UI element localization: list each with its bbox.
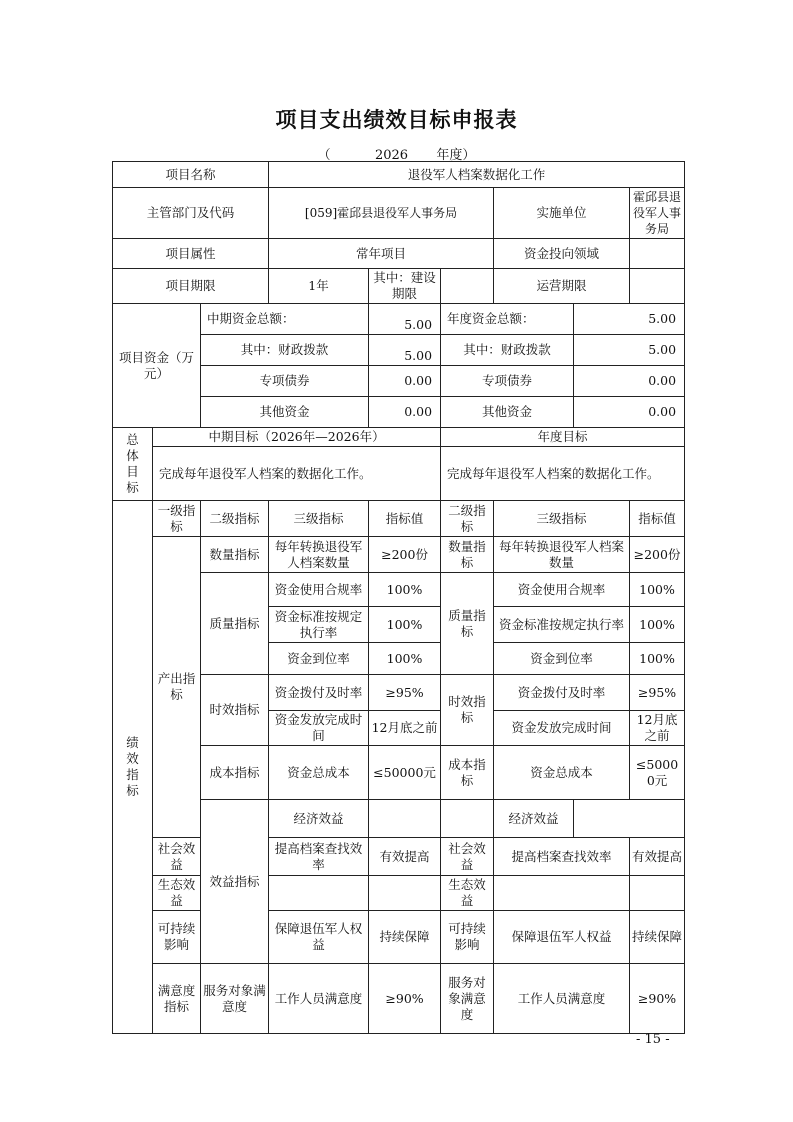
q3-l3: 资金到位率 (269, 643, 369, 675)
social-value-r: 有效提高 (630, 838, 685, 876)
t2-value-r: 12月底之前 (630, 711, 685, 746)
page-title: 项目支出绩效目标申报表 (275, 107, 518, 132)
t2-l3: 资金发放完成时间 (269, 711, 369, 746)
row-fund-total (113, 304, 685, 335)
cost-label: 成本指标 (201, 746, 269, 800)
mid-fiscal-value: 5.00 (369, 335, 441, 366)
social-l3: 提高档案查找效率 (269, 838, 369, 876)
eco-label: 生态效益 (153, 876, 201, 911)
year-other-label: 其他资金 (441, 397, 574, 428)
attr-value: 常年项目 (269, 239, 494, 269)
row-qty (113, 537, 685, 573)
op-period-label: 运营期限 (494, 269, 630, 304)
cost-value: ≤50000元 (369, 746, 441, 800)
sat-value-r: ≥90% (630, 964, 685, 1034)
perf-label: 绩效指标 (113, 501, 153, 1034)
mid-goal-header: 中期目标（2026年—2026年） (153, 428, 441, 447)
sustain-l3-r: 保障退伍军人权益 (494, 911, 630, 964)
q2-value-r: 100% (630, 607, 685, 643)
performance-table (112, 161, 685, 1034)
cost-l3-r: 资金总成本 (494, 746, 630, 800)
impl-unit-value: 霍邱县退役军人事务局 (630, 188, 685, 239)
h-value: 指标值 (369, 501, 441, 537)
q3-value: 100% (369, 643, 441, 675)
qty-value-r: ≥200份 (630, 537, 685, 573)
year-open: （ (317, 148, 331, 163)
sat-l2: 服务对象满意度 (201, 964, 269, 1034)
time-label-r: 时效指标 (441, 675, 494, 746)
funds-label: 项目资金（万元） (113, 304, 201, 428)
year-fiscal-label: 其中：财政拨款 (441, 335, 574, 366)
sustain-value-r: 持续保障 (630, 911, 685, 964)
year-other-value: 0.00 (574, 397, 685, 428)
q1-value: 100% (369, 573, 441, 607)
t1-value-r: ≥95% (630, 675, 685, 711)
row-perf-header (113, 501, 685, 537)
attr-label: 项目属性 (113, 239, 269, 269)
row-attr (113, 239, 685, 269)
year-total-value: 5.00 (574, 304, 685, 335)
cost-l3: 资金总成本 (269, 746, 369, 800)
t2-value: 12月底之前 (369, 711, 441, 746)
build-period-value (441, 269, 494, 304)
row-sat (113, 964, 685, 1034)
sustain-label-r: 可持续影响 (441, 911, 494, 964)
q3-l3-r: 资金到位率 (494, 643, 630, 675)
cost-label-r: 成本指标 (441, 746, 494, 800)
sat-l3: 工作人员满意度 (269, 964, 369, 1034)
h-level1: 一级指标 (153, 501, 201, 537)
qty-l3-r: 每年转换退役军人档案数量 (494, 537, 630, 573)
period-label: 项目期限 (113, 269, 269, 304)
t1-l3-r: 资金拨付及时率 (494, 675, 630, 711)
qty-label-r: 数量指标 (441, 537, 494, 573)
qty-label: 数量指标 (201, 537, 269, 573)
social-l3-r: 提高档案查找效率 (494, 838, 630, 876)
q2-l3-r: 资金标准按规定执行率 (494, 607, 630, 643)
econ-label: 经济效益 (269, 800, 369, 838)
mid-goal-text: 完成每年退役军人档案的数据化工作。 (153, 447, 441, 501)
qty-l3: 每年转换退役军人档案数量 (269, 537, 369, 573)
year-bond-label: 专项债券 (441, 366, 574, 397)
overall-goal-label: 总体目标 (113, 428, 153, 501)
sat-l3-r: 工作人员满意度 (494, 964, 630, 1034)
h-level2: 二级指标 (201, 501, 269, 537)
row-name (113, 162, 685, 188)
project-name-value: 退役军人档案数据化工作 (269, 162, 685, 188)
impl-unit-label: 实施单位 (494, 188, 630, 239)
field-label: 资金投向领域 (494, 239, 630, 269)
q3-value-r: 100% (630, 643, 685, 675)
qty-value: ≥200份 (369, 537, 441, 573)
q1-l3: 资金使用合规率 (269, 573, 369, 607)
mid-total-value: 5.00 (369, 304, 441, 335)
mid-fiscal-label: 其中：财政拨款 (201, 335, 369, 366)
h-value-r: 指标值 (630, 501, 685, 537)
benefit-label: 效益指标 (201, 800, 269, 964)
op-period-value (630, 269, 685, 304)
year-fiscal-value: 5.00 (574, 335, 685, 366)
project-name-label: 项目名称 (113, 162, 269, 188)
output-label: 产出指标 (153, 537, 201, 838)
mid-total-label: 中期资金总额： (201, 304, 369, 335)
time-label: 时效指标 (201, 675, 269, 746)
year-value: 2026 (374, 148, 409, 163)
eco-label-r: 生态效益 (441, 876, 494, 911)
sat-label: 满意度指标 (153, 964, 201, 1034)
dept-value: [059]霍邱县退役军人事务局 (269, 188, 494, 239)
econ-value (441, 800, 494, 838)
row-period (113, 269, 685, 304)
q2-value: 100% (369, 607, 441, 643)
mid-other-value: 0.00 (369, 397, 441, 428)
q1-l3-r: 资金使用合规率 (494, 573, 630, 607)
social-label: 社会效益 (153, 838, 201, 876)
eco-l3 (269, 876, 369, 911)
social-value: 有效提高 (369, 838, 441, 876)
period-value: 1年 (269, 269, 369, 304)
econ-label-r: 经济效益 (494, 800, 574, 838)
year-label: 年度） (436, 148, 476, 163)
row-sustain (113, 911, 685, 964)
row-goals-text (113, 447, 685, 501)
dept-label: 主管部门及代码 (113, 188, 269, 239)
build-period-label: 其中：建设期限 (369, 269, 441, 304)
econ-l3 (369, 800, 441, 838)
h-level3: 三级指标 (269, 501, 369, 537)
sustain-value: 持续保障 (369, 911, 441, 964)
mid-bond-value: 0.00 (369, 366, 441, 397)
social-label-r: 社会效益 (441, 838, 494, 876)
sat-l2-r: 服务对象满意度 (441, 964, 494, 1034)
mid-other-label: 其他资金 (201, 397, 369, 428)
year-goal-header: 年度目标 (441, 428, 685, 447)
q1-value-r: 100% (630, 573, 685, 607)
year-bond-value: 0.00 (574, 366, 685, 397)
quality-label-r: 质量指标 (441, 573, 494, 675)
q2-l3: 资金标准按规定执行率 (269, 607, 369, 643)
eco-value (369, 876, 441, 911)
row-goals-header (113, 428, 685, 447)
sustain-l3: 保障退伍军人权益 (269, 911, 369, 964)
row-social (113, 838, 685, 876)
year-goal-text: 完成每年退役军人档案的数据化工作。 (441, 447, 685, 501)
t1-l3: 资金拨付及时率 (269, 675, 369, 711)
cost-value-r: ≤50000元 (630, 746, 685, 800)
econ-l3-r (574, 800, 685, 838)
h-level2-r: 二级指标 (441, 501, 494, 537)
page-number: - 15 - (636, 1032, 670, 1047)
quality-label: 质量指标 (201, 573, 269, 675)
h-level3-r: 三级指标 (494, 501, 630, 537)
row-eco (113, 876, 685, 911)
mid-bond-label: 专项债券 (201, 366, 369, 397)
sustain-label: 可持续影响 (153, 911, 201, 964)
sat-value: ≥90% (369, 964, 441, 1034)
row-dept (113, 188, 685, 239)
year-total-label: 年度资金总额： (441, 304, 574, 335)
eco-value-r (630, 876, 685, 911)
field-value (630, 239, 685, 269)
eco-l3-r (494, 876, 630, 911)
t2-l3-r: 资金发放完成时间 (494, 711, 630, 746)
t1-value: ≥95% (369, 675, 441, 711)
